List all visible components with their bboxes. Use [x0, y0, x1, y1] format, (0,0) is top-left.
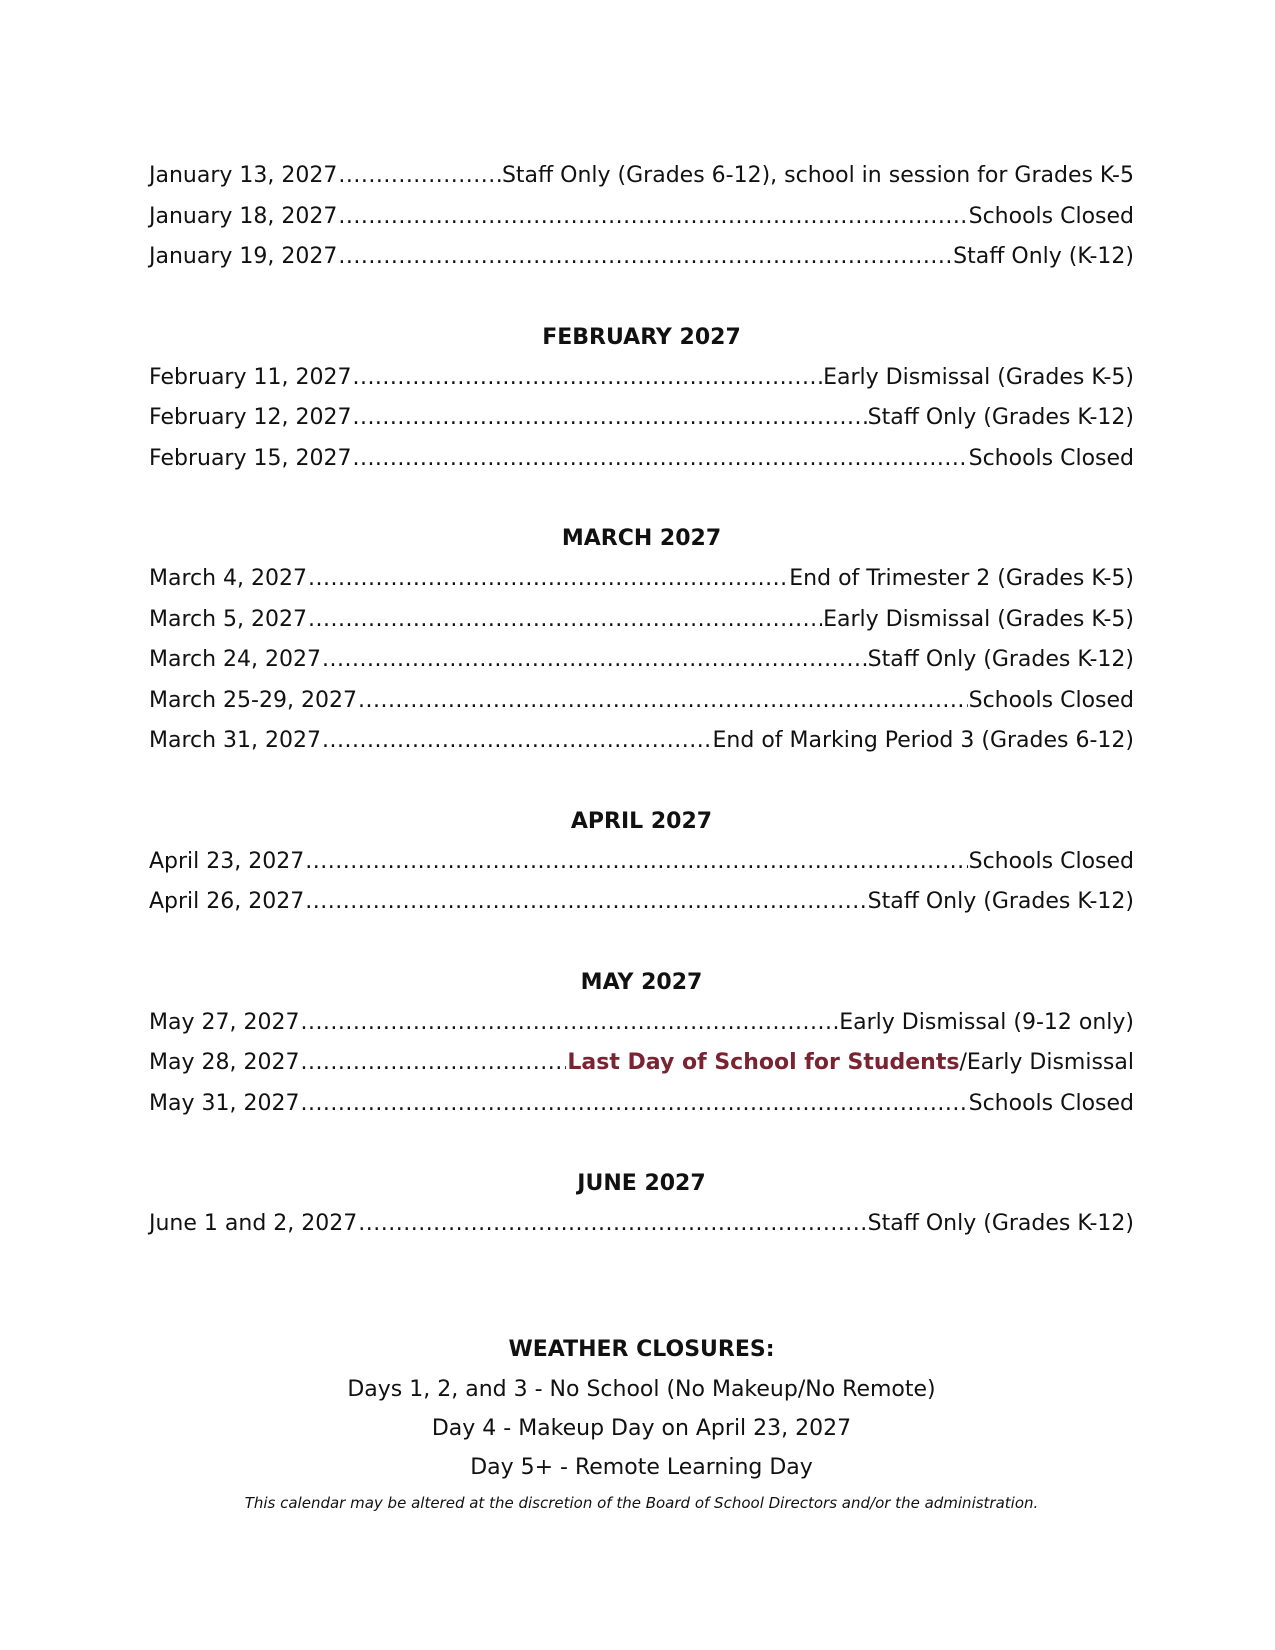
section-heading: MAY 2027 — [580, 969, 703, 995]
event-description: Schools Closed — [968, 848, 1134, 874]
event-description: Early Dismissal (9-12 only) — [839, 1009, 1134, 1035]
weather-closures — [149, 1330, 1134, 1487]
event-date: May 31, 2027 — [149, 1090, 300, 1116]
calendar-row — [149, 882, 1134, 923]
weather-line: Days 1, 2, and 3 - No School (No Makeup/No Remote) — [347, 1377, 936, 1402]
dot-leader — [305, 842, 967, 883]
event-date: January 13, 2027 — [149, 163, 338, 188]
dot-leader — [305, 882, 866, 923]
dot-leader — [300, 1084, 967, 1125]
weather-line: Day 4 - Makeup Day on April 23, 2027 — [431, 1416, 852, 1441]
section-april — [149, 802, 1134, 923]
event-description: Staff Only (Grades K-12) — [867, 1211, 1134, 1236]
section-heading: APRIL 2027 — [570, 808, 713, 834]
event-date: March 4, 2027 — [149, 566, 308, 591]
calendar-row — [149, 197, 1134, 238]
dot-leader — [308, 600, 822, 641]
section-june — [149, 1164, 1134, 1245]
event-description: Schools Closed — [968, 445, 1134, 471]
event-description: Staff Only (Grades 6-12), school in session for Grades K-5 — [501, 163, 1134, 188]
section-march — [149, 519, 1134, 762]
event-description: End of Trimester 2 (Grades K-5) — [789, 566, 1134, 591]
event-description: Staff Only (K-12) — [953, 244, 1134, 269]
dot-leader — [358, 681, 968, 722]
event-date: March 25-29, 2027 — [149, 687, 357, 713]
weather-heading: WEATHER CLOSURES: — [508, 1337, 775, 1362]
event-date: June 1 and 2, 2027 — [149, 1211, 358, 1236]
event-date: March 24, 2027 — [149, 647, 322, 672]
dot-leader — [338, 156, 501, 197]
calendar-row — [149, 398, 1134, 439]
event-description: End of Marking Period 3 (Grades 6-12) — [712, 728, 1134, 753]
event-description — [567, 1043, 1134, 1084]
weather-line: Day 5+ - Remote Learning Day — [470, 1455, 813, 1480]
dot-leader — [352, 358, 822, 399]
section-heading: MARCH 2027 — [561, 526, 722, 551]
event-date: January 18, 2027 — [149, 203, 338, 229]
event-date: March 31, 2027 — [149, 728, 322, 753]
event-description-suffix: /Early Dismissal — [959, 1050, 1134, 1075]
event-description: Staff Only (Grades K-12) — [867, 405, 1134, 430]
event-date: February 15, 2027 — [149, 445, 352, 471]
event-date: February 11, 2027 — [149, 364, 352, 390]
event-description: Schools Closed — [968, 1090, 1134, 1116]
section-may — [149, 963, 1134, 1125]
highlighted-event: Last Day of School for Students — [567, 1050, 960, 1075]
event-description: Schools Closed — [968, 687, 1134, 713]
calendar-row — [149, 842, 1134, 883]
dot-leader — [358, 1204, 866, 1245]
calendar-row — [149, 1043, 1134, 1084]
event-description: Schools Closed — [968, 203, 1134, 229]
section-heading: FEBRUARY 2027 — [542, 324, 741, 350]
event-description: Early Dismissal (Grades K-5) — [823, 606, 1134, 632]
calendar-row — [149, 156, 1134, 197]
event-date: February 12, 2027 — [149, 405, 352, 430]
section-february — [149, 318, 1134, 480]
dot-leader — [322, 721, 711, 762]
dot-leader — [308, 559, 788, 600]
calendar-list — [149, 156, 1134, 1245]
calendar-row — [149, 721, 1134, 762]
calendar-row — [149, 600, 1134, 641]
calendar-row — [149, 1204, 1134, 1245]
calendar-row — [149, 358, 1134, 399]
dot-leader — [300, 1043, 566, 1084]
calendar-row — [149, 681, 1134, 722]
section-january — [149, 156, 1134, 278]
calendar-row — [149, 559, 1134, 600]
event-date: April 26, 2027 — [149, 889, 305, 914]
section-heading: JUNE 2027 — [577, 1171, 706, 1196]
event-description: Staff Only (Grades K-12) — [867, 647, 1134, 672]
dot-leader — [352, 398, 866, 439]
event-description: Early Dismissal (Grades K-5) — [823, 364, 1134, 390]
calendar-row — [149, 1084, 1134, 1125]
dot-leader — [338, 197, 967, 238]
dot-leader — [352, 439, 967, 480]
event-date: April 23, 2027 — [149, 848, 305, 874]
event-date: May 28, 2027 — [149, 1050, 300, 1075]
dot-leader — [300, 1003, 838, 1044]
event-description: Staff Only (Grades K-12) — [867, 889, 1134, 914]
event-date: May 27, 2027 — [149, 1009, 300, 1035]
calendar-row — [149, 1003, 1134, 1044]
disclaimer: This calendar may be altered at the discretion of the Board of School Directors and/or the administration. — [244, 1494, 1039, 1512]
dot-leader — [322, 640, 867, 681]
calendar-row — [149, 640, 1134, 681]
calendar-row — [149, 237, 1134, 278]
event-date: January 19, 2027 — [149, 244, 338, 269]
event-date: March 5, 2027 — [149, 606, 308, 632]
calendar-row — [149, 439, 1134, 480]
dot-leader — [338, 237, 952, 278]
